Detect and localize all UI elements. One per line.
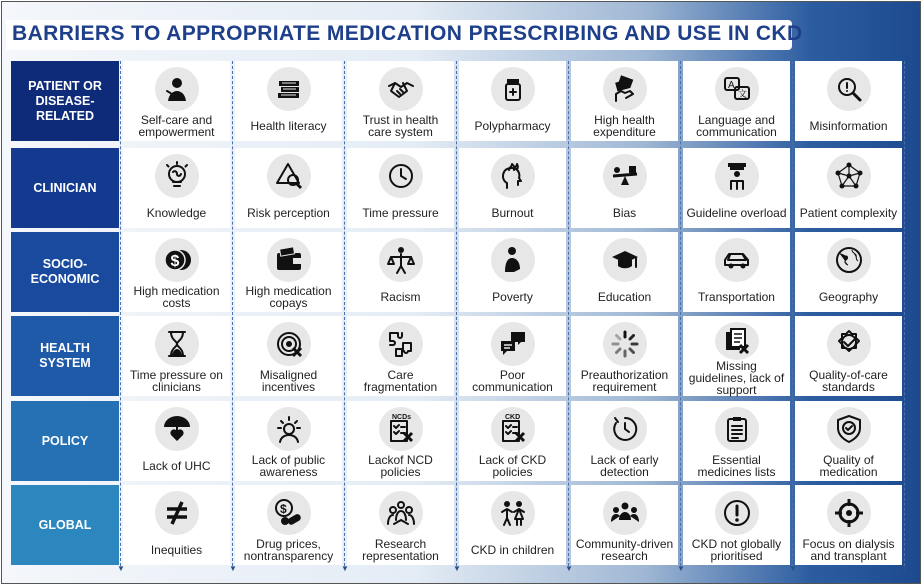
barrier-cell (235, 316, 342, 396)
barrier-cell (459, 232, 566, 312)
money-hand-icon (603, 67, 647, 111)
category-label: HEALTH SYSTEM (11, 316, 119, 396)
barrier-label: Poor communication (472, 368, 553, 394)
barrier-label: Drug prices, nontransparency (243, 537, 334, 563)
barrier-label: Language and communication (696, 113, 777, 139)
column-divider (904, 61, 905, 566)
column-divider (568, 61, 569, 566)
barrier-label: Focus on dialysis and transplant (802, 537, 895, 563)
barrier-label: Risk perception (247, 206, 330, 220)
barrier-label: Poverty (492, 290, 533, 304)
diverse-people-icon (379, 491, 423, 535)
barrier-cell (235, 401, 342, 481)
divider-arrow-icon: ▼ (789, 564, 797, 573)
not-equal-icon (155, 491, 199, 535)
svg-text:A: A (727, 80, 735, 91)
barrier-label: Missing guidelines, lack of support (688, 359, 785, 397)
barrier-label: Trust in health care system (362, 113, 439, 139)
ckd-checklist-icon (491, 407, 535, 451)
barrier-cell (235, 148, 342, 228)
svg-text:$: $ (170, 253, 179, 270)
barrier-label: High health expenditure (593, 113, 656, 139)
barrier-label: Knowledge (146, 206, 207, 220)
crosshair-icon (827, 491, 871, 535)
barrier-cell (683, 401, 790, 481)
barrier-label: High medication costs (133, 284, 220, 310)
handshake-icon (379, 67, 423, 111)
category-label: PATIENT OR DISEASE-RELATED (11, 61, 119, 141)
chat-bubbles-icon (491, 322, 535, 366)
brain-bulb-icon (155, 154, 199, 198)
barrier-cell (459, 148, 566, 228)
barrier-label: Preauthorization requirement (580, 368, 669, 394)
hourglass-icon (155, 322, 199, 366)
barrier-cell (347, 232, 454, 312)
barrier-label: Time pressure (362, 206, 439, 220)
barrier-cell (123, 401, 230, 481)
documents-cross-icon (715, 322, 759, 360)
barrier-label: Transportation (698, 290, 775, 304)
barrier-label: Polypharmacy (474, 119, 551, 133)
barrier-cell (347, 316, 454, 396)
barrier-label: Misinformation (809, 119, 888, 133)
svg-text:CKD: CKD (504, 414, 520, 421)
barrier-label: Essential medicines lists (697, 453, 776, 479)
barrier-label: Racism (380, 290, 421, 304)
barrier-cell (459, 61, 566, 141)
barrier-cell (123, 61, 230, 141)
barrier-cell (795, 485, 902, 565)
seesaw-icon (603, 154, 647, 198)
network-icon (827, 154, 871, 198)
car-icon (715, 238, 759, 282)
dollar-coins-icon (155, 238, 199, 282)
barrier-cell (235, 61, 342, 141)
barrier-label: Misaligned incentives (259, 368, 318, 394)
barrier-label: Guideline overload (686, 206, 787, 220)
books-icon (267, 67, 311, 111)
barrier-label: Lack of early detection (590, 453, 659, 479)
sitting-person-icon (491, 238, 535, 282)
loading-spinner-icon (603, 322, 647, 366)
barrier-cell (571, 61, 678, 141)
divider-arrow-icon: ▼ (677, 564, 685, 573)
category-label: POLICY (11, 401, 119, 481)
barrier-cell (683, 316, 790, 396)
category-label: SOCIO-ECONOMIC (11, 232, 119, 312)
barrier-label: Education (597, 290, 652, 304)
barrier-cell (347, 401, 454, 481)
column-divider (120, 61, 121, 566)
clipboard-icon (715, 407, 759, 451)
clock-icon (379, 154, 423, 198)
quality-badge-icon (827, 322, 871, 366)
wallet-icon (267, 238, 311, 282)
column-divider (344, 61, 345, 566)
umbrella-heart-icon (155, 407, 199, 451)
graduation-cap-icon (603, 238, 647, 282)
barrier-cell (795, 401, 902, 481)
svg-text:文: 文 (737, 89, 747, 99)
pill-bottle-icon (491, 67, 535, 111)
barrier-label: Geography (818, 290, 879, 304)
barrier-cell (347, 148, 454, 228)
barrier-label: Community-driven research (575, 537, 674, 563)
barrier-cell (347, 61, 454, 141)
justice-person-icon (379, 238, 423, 282)
target-miss-icon (267, 322, 311, 366)
globe-icon (827, 238, 871, 282)
barrier-label: Lackof NCD policies (368, 453, 433, 479)
puzzle-icon (379, 322, 423, 366)
barrier-cell (683, 485, 790, 565)
barrier-label: Quality of medication (819, 453, 878, 479)
barrier-cell (571, 232, 678, 312)
shield-check-icon (827, 407, 871, 451)
page-title: BARRIERS TO APPROPRIATE MEDICATION PRESCRIBING AND USE IN CKD (12, 22, 803, 45)
community-icon (603, 491, 647, 535)
svg-text:NCDs: NCDs (391, 414, 411, 421)
barrier-cell (683, 61, 790, 141)
barrier-cell (459, 485, 566, 565)
ncd-checklist-icon (379, 407, 423, 451)
barrier-cell (683, 148, 790, 228)
divider-arrow-icon: ▼ (229, 564, 237, 573)
barrier-label: Patient complexity (799, 206, 898, 220)
barrier-label: Research representation (362, 537, 439, 563)
barrier-label: Inequities (150, 543, 203, 557)
exclamation-icon (715, 491, 759, 535)
barrier-cell (347, 485, 454, 565)
column-divider (792, 61, 793, 566)
overloaded-person-icon (715, 154, 759, 198)
barrier-label: CKD in children (470, 543, 555, 557)
barrier-cell (235, 232, 342, 312)
category-label: GLOBAL (11, 485, 119, 565)
barrier-cell (683, 232, 790, 312)
barrier-cell (123, 316, 230, 396)
barrier-label: Bias (612, 206, 637, 220)
barrier-label: Time pressure on clinicians (130, 368, 223, 394)
barrier-cell (795, 148, 902, 228)
barrier-label: Health literacy (250, 119, 327, 133)
barrier-cell (459, 316, 566, 396)
barrier-cell (571, 316, 678, 396)
barrier-cell (571, 148, 678, 228)
barrier-cell (235, 485, 342, 565)
warning-magnifier-icon (267, 154, 311, 198)
barrier-cell (123, 148, 230, 228)
person-idea-icon (267, 407, 311, 451)
barrier-label: Lack of public awareness (251, 453, 326, 479)
magnifier-alert-icon (827, 67, 871, 111)
children-icon (491, 491, 535, 535)
barrier-cell (571, 401, 678, 481)
column-divider (232, 61, 233, 566)
category-label: CLINICIAN (11, 148, 119, 228)
barrier-cell (795, 316, 902, 396)
svg-text:$: $ (279, 502, 287, 516)
divider-arrow-icon: ▼ (453, 564, 461, 573)
divider-arrow-icon: ▼ (901, 564, 909, 573)
barrier-label: Burnout (491, 206, 534, 220)
barrier-cell (571, 485, 678, 565)
barrier-cell (795, 61, 902, 141)
divider-arrow-icon: ▼ (565, 564, 573, 573)
column-divider (680, 61, 681, 566)
divider-arrow-icon: ▼ (117, 564, 125, 573)
dollar-pills-icon (267, 491, 311, 535)
barrier-label: Lack of UHC (142, 459, 211, 473)
barrier-label: Care fragmentation (363, 368, 438, 394)
timer-icon (603, 407, 647, 451)
divider-arrow-icon: ▼ (341, 564, 349, 573)
self-care-icon (155, 67, 199, 111)
translate-icon (715, 67, 759, 111)
barrier-cell (123, 485, 230, 565)
barrier-cell (795, 232, 902, 312)
barrier-label: Self-care and empowerment (138, 113, 215, 139)
barrier-label: Lack of CKD policies (478, 453, 547, 479)
barrier-label: High medication copays (245, 284, 332, 310)
column-divider (456, 61, 457, 566)
barrier-label: CKD not globally prioritised (691, 537, 782, 563)
barrier-cell (123, 232, 230, 312)
barrier-cell (459, 401, 566, 481)
burning-head-icon (491, 154, 535, 198)
barrier-label: Quality-of-care standards (809, 368, 888, 394)
